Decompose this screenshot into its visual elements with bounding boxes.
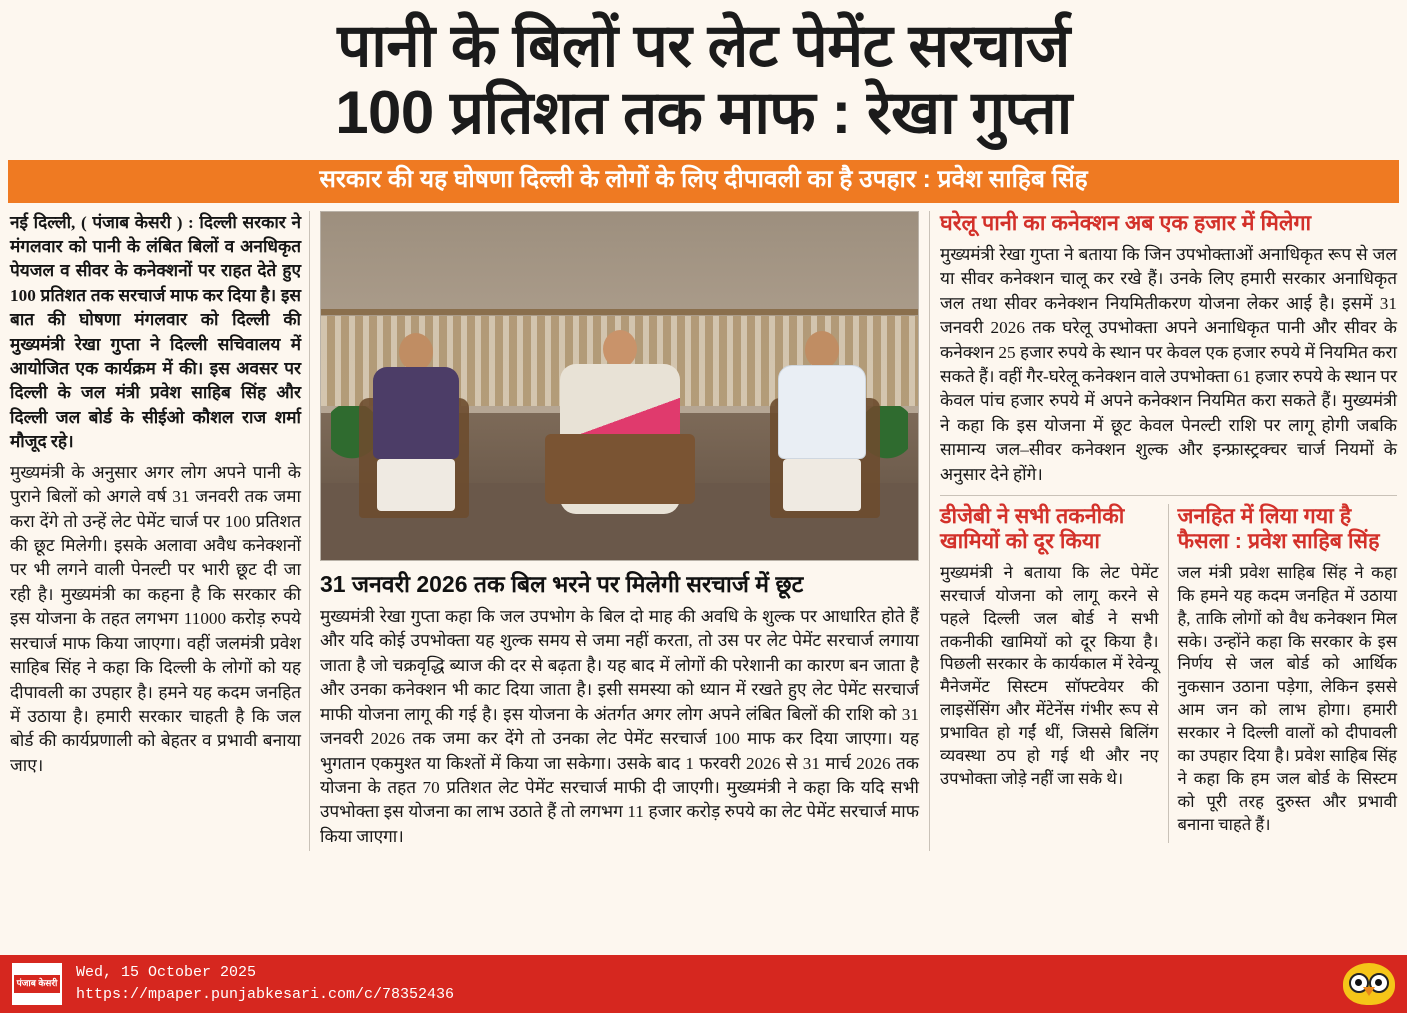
- djb-heading: डीजेबी ने सभी तकनीकी खामियों को दूर किया: [940, 504, 1125, 554]
- footer-url[interactable]: https://mpaper.punjabkesari.com/c/78352436: [76, 986, 455, 1003]
- masthead-headline: [0, 0, 1407, 150]
- right-subsection-djb: [940, 504, 1169, 842]
- person-left: [373, 333, 459, 511]
- right-top-heading: घरेलू पानी का कनेक्शन अब एक हजार में मिलेगा: [940, 210, 1312, 235]
- person-right-legs: [783, 459, 861, 511]
- footer-meta: [76, 962, 454, 1007]
- person-left-body: [373, 367, 459, 459]
- person-left-legs: [377, 459, 455, 511]
- janhit-body: जल मंत्री प्रवेश साहिब सिंह ने कहा कि हमने यह कदम जनहित में उठाया है, ताकि लोगों को वैध कनेक्शन मिल सके। उन्होंने कहा कि सरकार के इस निर्णय से जल बोर्ड को आर्थिक नुकसान उठाना पड़ेगा, लेकिन इससे आम जन को लाभ होगा। हमारी सरकार ने दिल्ली वालों को दीपावली का उपहार दिया है। प्रवेश साहिब सिंह ने कहा कि हम जल बोर्ड के सिस्टम को पूरी तरह दुरुस्त और प्रभावी बनाना चाहते हैं।: [1177, 562, 1397, 834]
- photo-caption: 31 जनवरी 2026 तक बिल भरने पर मिलेगी सरचार्ज में छूट: [320, 570, 804, 597]
- middle-body-text: मुख्यमंत्री रेखा गुप्ता कहा कि जल उपभोग के बिल दो माह की अवधि के शुल्क पर आधारित होते हैं और यदि कोई उपभोक्ता यह शुल्क समय से जमा नहीं करता, तो उस पर लेट पेमेंट सरचार्ज लगाया जाता है जो चक्रवृद्धि ब्याज की दर से बढ़ता है। यह बाद में लोगों की परेशानी का कारण बन जाता है और उनका कनेक्शन भी काट दिया जाता है। इसी समस्या को ध्यान में रखते हुए लेट पेमेंट सरचार्ज माफी योजना लागू की गई है। इस योजना के अंतर्गत अगर लोग अपने लंबित बिलों की राशि को 31 जनवरी 2026 तक जमा कर देंगे तो उनका लेट पेमेंट सरचार्ज 100 माफ कर दिया जाएगा। यह भुगतान एकमुश्त या किश्तों में किया जा सकेगा। उसके बाद 1 फरवरी 2026 से 31 मार्च 2026 तक योजना के तहत 70 प्रतिशत लेट पेमेंट सरचार्ज माफी दी जाएगी। मुख्यमंत्री ने कहा कि यदि सभी उपभोक्ता इस योजना का लाभ उठाते हैं तो लगभग 11 हजार करोड़ रुपये का लेट पेमेंट सरचार्ज माफ किया जाएगा।: [320, 606, 919, 846]
- owl-mascot-icon: [1343, 963, 1395, 1005]
- person-right-head: [805, 331, 839, 369]
- logo-text: पंजाब केसरी: [14, 975, 60, 993]
- headline-line-2: 100 प्रतिशत तक माफ : रेखा गुप्ता: [335, 78, 1072, 146]
- djb-body: मुख्यमंत्री ने बताया कि लेट पेमेंट सरचार्ज योजना को लागू करने से पहले दिल्ली जल बोर्ड ने सभी तकनीकी खामियों को दूर किया है। पिछली सरकार के कार्यकाल में रेवेन्यू मैनेजमेंट सिस्टम सॉफ्टवेयर की लाइसेंसिंग और मेंटेनेंस गंभीर रूप से प्रभावित हो गईं थीं, जिससे बिलिंग व्यवस्था ठप हो गई थी और नए उपभोक्ता जोड़े नहीं जा सके थे।: [940, 562, 1159, 788]
- owl-pupil-right: [1375, 979, 1382, 986]
- person-center-head: [603, 330, 637, 368]
- headline-line-1: पानी के बिलों पर लेट पेमेंट सरचार्ज: [337, 12, 1070, 79]
- right-top-body: मुख्यमंत्री रेखा गुप्ता ने बताया कि जिन उपभोक्ताओं अनाधिकृत रूप से जल या सीवर कनेक्शन चालू कर रखे हैं। उनके लिए हमारी सरकार अनाधिकृत जल तथा सीवर कनेक्शन नियमितीकरण योजना लेकर आई है। इसमें 31 जनवरी 2026 तक घरेलू उपभोक्ता अपने अनाधिकृत पानी और सीवर के कनेक्शन 25 हजार रुपये के स्थान पर केवल एक हजार रुपये में नियमित करा सकते हैं। वहीं गैर-घरेलू कनेक्शन वाले उपभोक्ता 61 हजार रुपये के स्थान पर केवल पांच हजार रुपये में अपने कनेक्शन नियमित करा सकते हैं। मुख्यमंत्री ने कहा कि इस योजना में छूट केवल पेनल्टी राशि पर लागू होगी जबकि सामान्य जल–सीवर कनेक्शन शुल्क और इन्फ्रास्ट्रक्चर चार्ज नियमों के अनुसार देने होंगे।: [940, 244, 1397, 484]
- person-right-body: [778, 365, 866, 459]
- right-subsections: [940, 495, 1397, 842]
- owl-beak: [1363, 987, 1375, 996]
- person-left-head: [399, 333, 433, 371]
- column-left: [10, 211, 310, 851]
- column-right: [930, 211, 1397, 851]
- footer-date: Wed, 15 October 2025: [76, 963, 257, 981]
- press-conference-photo: [320, 211, 919, 561]
- column-middle: [310, 211, 930, 851]
- janhit-heading: जनहित में लिया गया है फैसला : प्रवेश साहिब सिंह: [1177, 504, 1380, 554]
- article-body: [10, 211, 1397, 851]
- sub-banner: सरकार की यह घोषणा दिल्ली के लोगों के लिए दीपावली का है उपहार : प्रवेश साहिब सिंह: [8, 160, 1399, 203]
- left-paragraph-2: मुख्यमंत्री के अनुसार अगर लोग अपने पानी के पुराने बिलों को अगले वर्ष 31 जनवरी तक जमा करा देंगे तो उन्हें लेट पेमेंट चार्ज पर 100 प्रतिशत की छूट मिलेगी। इसके अलावा अवैध कनेक्शनों पर भी लगने वाली पेनल्टी पर भारी छूट दी जा रही है। मुख्यमंत्री का कहना है कि सरकार की इस योजना के तहत लगभग 11000 करोड़ रुपये सरचार्ज माफ किया जाएगा। वहीं जलमंत्री प्रवेश साहिब सिंह ने कहा कि दिल्ली के लोगों को यह दीपावली का उपहार है। हमने यह कदम जनहित में उठाया है। हमारी सरकार चाहती है कि जल बोर्ड की कार्यप्रणाली को बेहतर व प्रभावी बनाया जाए।: [10, 462, 301, 775]
- center-table: [545, 434, 695, 504]
- footer-bar: [0, 955, 1407, 1013]
- lead-paragraph: नई दिल्ली, ( पंजाब केसरी ) : दिल्ली सरकार ने मंगलवार को पानी के लंबित बिलों व अनधिकृत पेयजल व सीवर के कनेक्शनों पर राहत देते हुए 100 प्रतिशत तक सरचार्ज माफ कर दिया है। इस बात की घोषणा मंगलवार को दिल्ली की मुख्यमंत्री रेखा गुप्ता ने दिल्ली सचिवालय में आयोजित एक कार्यक्रम में की। इस अवसर पर दिल्ली के जल मंत्री प्रवेश साहिब सिंह और दिल्ली जल बोर्ड के सीईओ कौशल राज शर्मा मौजूद रहे।: [10, 212, 301, 452]
- right-subsection-janhit: [1169, 504, 1398, 842]
- owl-pupil-left: [1355, 979, 1362, 986]
- punjab-kesari-logo: [12, 963, 62, 1005]
- photo-rail-top: [321, 309, 918, 315]
- person-right: [778, 331, 866, 511]
